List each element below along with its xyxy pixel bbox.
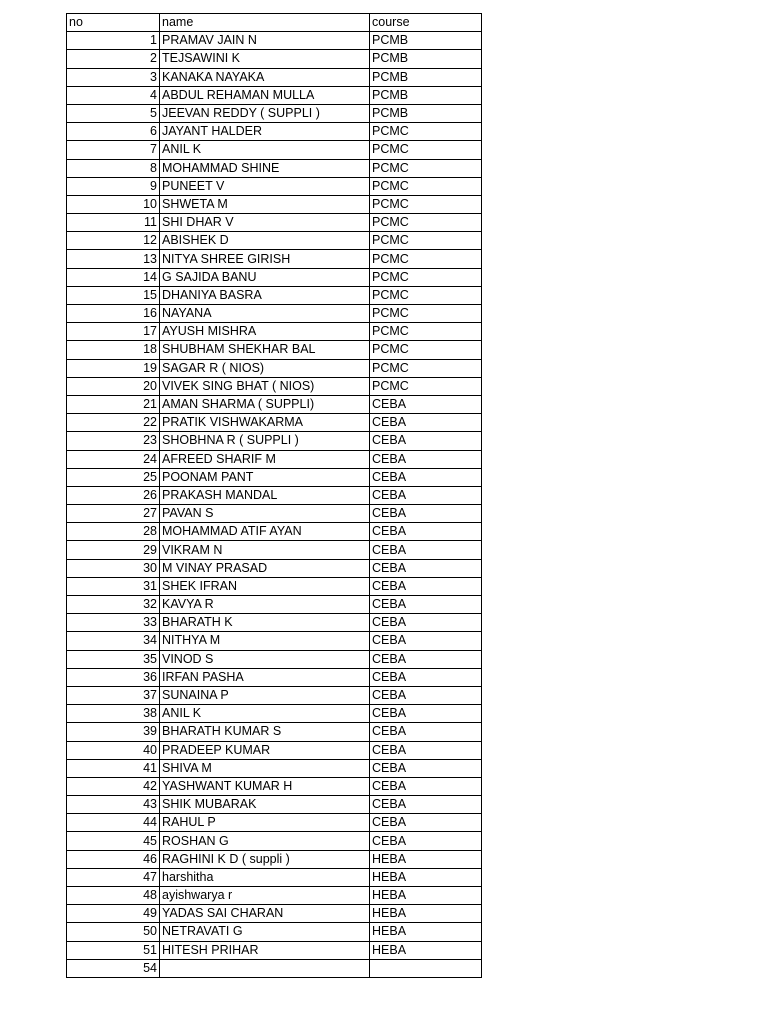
cell-no: 46: [67, 850, 160, 868]
cell-no: 3: [67, 68, 160, 86]
cell-course: CEBA: [370, 450, 482, 468]
cell-name: MOHAMMAD ATIF AYAN: [160, 523, 370, 541]
table-row: [67, 541, 482, 559]
cell-no: 50: [67, 923, 160, 941]
cell-course: PCMB: [370, 104, 482, 122]
cell-course: CEBA: [370, 596, 482, 614]
header-row: [67, 14, 482, 32]
cell-name: AMAN SHARMA ( SUPPLI): [160, 395, 370, 413]
student-table-body: [67, 14, 482, 978]
table-row: [67, 486, 482, 504]
cell-name: [160, 959, 370, 977]
table-row: [67, 395, 482, 413]
table-row: [67, 723, 482, 741]
cell-name: SUNAINA P: [160, 686, 370, 704]
table-row: [67, 450, 482, 468]
cell-name: PRADEEP KUMAR: [160, 741, 370, 759]
cell-course: PCMC: [370, 177, 482, 195]
table-row: [67, 468, 482, 486]
cell-course: PCMB: [370, 68, 482, 86]
table-row: [67, 850, 482, 868]
cell-course: CEBA: [370, 468, 482, 486]
cell-course: PCMC: [370, 341, 482, 359]
cell-course: PCMB: [370, 86, 482, 104]
cell-course: CEBA: [370, 414, 482, 432]
table-row: [67, 759, 482, 777]
cell-name: AFREED SHARIF M: [160, 450, 370, 468]
cell-name: JEEVAN REDDY ( SUPPLI ): [160, 104, 370, 122]
table-row: [67, 887, 482, 905]
cell-no: 42: [67, 777, 160, 795]
cell-name: BHARATH KUMAR S: [160, 723, 370, 741]
cell-course: PCMC: [370, 123, 482, 141]
table-row: [67, 814, 482, 832]
table-row: [67, 377, 482, 395]
cell-course: CEBA: [370, 523, 482, 541]
cell-no: 23: [67, 432, 160, 450]
cell-name: NAYANA: [160, 305, 370, 323]
cell-course: PCMC: [370, 359, 482, 377]
cell-name: VIKRAM N: [160, 541, 370, 559]
cell-course: HEBA: [370, 850, 482, 868]
cell-no: 14: [67, 268, 160, 286]
cell-course: CEBA: [370, 614, 482, 632]
cell-no: 26: [67, 486, 160, 504]
cell-no: 24: [67, 450, 160, 468]
cell-name: VIVEK SING BHAT ( NIOS): [160, 377, 370, 395]
table-row: [67, 232, 482, 250]
table-row: [67, 104, 482, 122]
cell-course: PCMC: [370, 195, 482, 213]
cell-course: PCMC: [370, 286, 482, 304]
cell-course: PCMC: [370, 305, 482, 323]
cell-name: NITYA SHREE GIRISH: [160, 250, 370, 268]
cell-course: CEBA: [370, 632, 482, 650]
table-row: [67, 941, 482, 959]
cell-no: 47: [67, 868, 160, 886]
cell-no: 39: [67, 723, 160, 741]
cell-course: CEBA: [370, 650, 482, 668]
table-row: [67, 123, 482, 141]
table-row: [67, 741, 482, 759]
cell-no: 15: [67, 286, 160, 304]
cell-name: SHUBHAM SHEKHAR BAL: [160, 341, 370, 359]
cell-no: 28: [67, 523, 160, 541]
cell-name: RAGHINI K D ( suppli ): [160, 850, 370, 868]
cell-name: YADAS SAI CHARAN: [160, 905, 370, 923]
cell-name: ROSHAN G: [160, 832, 370, 850]
cell-no: 1: [67, 32, 160, 50]
cell-no: 37: [67, 686, 160, 704]
table-row: [67, 323, 482, 341]
table-row: [67, 614, 482, 632]
table-row: [67, 177, 482, 195]
cell-course: HEBA: [370, 905, 482, 923]
cell-no: 43: [67, 796, 160, 814]
cell-no: 13: [67, 250, 160, 268]
cell-course: CEBA: [370, 705, 482, 723]
table-row: [67, 432, 482, 450]
table-row: [67, 686, 482, 704]
table-row: [67, 86, 482, 104]
cell-course: CEBA: [370, 759, 482, 777]
cell-name: NETRAVATI G: [160, 923, 370, 941]
cell-no: 49: [67, 905, 160, 923]
table-row: [67, 777, 482, 795]
cell-course: CEBA: [370, 486, 482, 504]
cell-course: PCMC: [370, 141, 482, 159]
cell-no: 44: [67, 814, 160, 832]
cell-name: SHI DHAR V: [160, 214, 370, 232]
table-row: [67, 523, 482, 541]
table-row: [67, 286, 482, 304]
table-row: [67, 832, 482, 850]
cell-course: HEBA: [370, 941, 482, 959]
cell-name: ABISHEK D: [160, 232, 370, 250]
cell-no: 9: [67, 177, 160, 195]
cell-no: 25: [67, 468, 160, 486]
cell-name: SHOBHNA R ( SUPPLI ): [160, 432, 370, 450]
table-row: [67, 195, 482, 213]
cell-name: RAHUL P: [160, 814, 370, 832]
cell-course: CEBA: [370, 505, 482, 523]
cell-no: 2: [67, 50, 160, 68]
cell-course: CEBA: [370, 668, 482, 686]
cell-no: 16: [67, 305, 160, 323]
cell-no: 30: [67, 559, 160, 577]
cell-course: PCMC: [370, 377, 482, 395]
table-row: [67, 305, 482, 323]
table-row: [67, 268, 482, 286]
cell-course: PCMB: [370, 50, 482, 68]
table-row: [67, 959, 482, 977]
cell-course: CEBA: [370, 395, 482, 413]
cell-no: 40: [67, 741, 160, 759]
table-row: [67, 796, 482, 814]
table-row: [67, 650, 482, 668]
cell-no: 35: [67, 650, 160, 668]
table-row: [67, 705, 482, 723]
cell-no: 38: [67, 705, 160, 723]
cell-no: 20: [67, 377, 160, 395]
cell-course: HEBA: [370, 887, 482, 905]
table-row: [67, 50, 482, 68]
table-row: [67, 905, 482, 923]
cell-name: AYUSH MISHRA: [160, 323, 370, 341]
cell-no: 19: [67, 359, 160, 377]
cell-no: 45: [67, 832, 160, 850]
cell-name: SHEK IFRAN: [160, 577, 370, 595]
cell-course: CEBA: [370, 541, 482, 559]
cell-name: MOHAMMAD SHINE: [160, 159, 370, 177]
cell-course: CEBA: [370, 723, 482, 741]
cell-name: SAGAR R ( NIOS): [160, 359, 370, 377]
cell-name: VINOD S: [160, 650, 370, 668]
cell-no: 36: [67, 668, 160, 686]
cell-name: ANIL K: [160, 141, 370, 159]
cell-no: 12: [67, 232, 160, 250]
cell-name: harshitha: [160, 868, 370, 886]
cell-course: HEBA: [370, 868, 482, 886]
table-row: [67, 559, 482, 577]
cell-name: YASHWANT KUMAR H: [160, 777, 370, 795]
cell-no: 33: [67, 614, 160, 632]
cell-no: 21: [67, 395, 160, 413]
table-row: [67, 159, 482, 177]
cell-name: PUNEET V: [160, 177, 370, 195]
table-row: [67, 341, 482, 359]
cell-name: TEJSAWINI K: [160, 50, 370, 68]
cell-name: PAVAN S: [160, 505, 370, 523]
cell-no: 5: [67, 104, 160, 122]
cell-no: 17: [67, 323, 160, 341]
cell-name: PRAKASH MANDAL: [160, 486, 370, 504]
table-row: [67, 214, 482, 232]
cell-no: 31: [67, 577, 160, 595]
cell-name: PRAMAV JAIN N: [160, 32, 370, 50]
cell-no: 11: [67, 214, 160, 232]
header-name: name: [160, 14, 370, 32]
cell-no: 10: [67, 195, 160, 213]
cell-name: POONAM PANT: [160, 468, 370, 486]
table-row: [67, 505, 482, 523]
cell-name: ayishwarya r: [160, 887, 370, 905]
table-row: [67, 141, 482, 159]
cell-no: 27: [67, 505, 160, 523]
cell-name: SHIVA M: [160, 759, 370, 777]
cell-name: IRFAN PASHA: [160, 668, 370, 686]
cell-course: CEBA: [370, 796, 482, 814]
cell-no: 48: [67, 887, 160, 905]
student-table: [66, 13, 482, 978]
table-row: [67, 668, 482, 686]
table-row: [67, 32, 482, 50]
cell-name: SHWETA M: [160, 195, 370, 213]
cell-course: [370, 959, 482, 977]
cell-course: CEBA: [370, 432, 482, 450]
cell-name: ABDUL REHAMAN MULLA: [160, 86, 370, 104]
header-no: no: [67, 14, 160, 32]
cell-course: PCMC: [370, 323, 482, 341]
cell-no: 18: [67, 341, 160, 359]
cell-name: DHANIYA BASRA: [160, 286, 370, 304]
cell-no: 6: [67, 123, 160, 141]
cell-course: CEBA: [370, 814, 482, 832]
cell-name: BHARATH K: [160, 614, 370, 632]
cell-course: PCMC: [370, 232, 482, 250]
cell-name: SHIK MUBARAK: [160, 796, 370, 814]
cell-course: PCMB: [370, 32, 482, 50]
cell-name: M VINAY PRASAD: [160, 559, 370, 577]
cell-no: 34: [67, 632, 160, 650]
table-row: [67, 868, 482, 886]
cell-no: 8: [67, 159, 160, 177]
table-row: [67, 359, 482, 377]
cell-name: NITHYA M: [160, 632, 370, 650]
cell-name: HITESH PRIHAR: [160, 941, 370, 959]
cell-no: 51: [67, 941, 160, 959]
cell-course: PCMC: [370, 159, 482, 177]
table-row: [67, 596, 482, 614]
cell-course: HEBA: [370, 923, 482, 941]
cell-name: KANAKA NAYAKA: [160, 68, 370, 86]
cell-course: CEBA: [370, 777, 482, 795]
cell-course: PCMC: [370, 214, 482, 232]
cell-course: CEBA: [370, 686, 482, 704]
cell-name: ANIL K: [160, 705, 370, 723]
cell-name: JAYANT HALDER: [160, 123, 370, 141]
table-row: [67, 577, 482, 595]
cell-course: CEBA: [370, 832, 482, 850]
cell-course: CEBA: [370, 741, 482, 759]
header-course: course: [370, 14, 482, 32]
table-row: [67, 414, 482, 432]
cell-no: 54: [67, 959, 160, 977]
cell-name: KAVYA R: [160, 596, 370, 614]
cell-no: 22: [67, 414, 160, 432]
cell-no: 32: [67, 596, 160, 614]
cell-name: PRATIK VISHWAKARMA: [160, 414, 370, 432]
cell-course: CEBA: [370, 559, 482, 577]
cell-no: 7: [67, 141, 160, 159]
table-row: [67, 68, 482, 86]
cell-course: PCMC: [370, 268, 482, 286]
cell-no: 29: [67, 541, 160, 559]
cell-no: 41: [67, 759, 160, 777]
cell-no: 4: [67, 86, 160, 104]
table-row: [67, 250, 482, 268]
table-row: [67, 923, 482, 941]
table-row: [67, 632, 482, 650]
cell-name: G SAJIDA BANU: [160, 268, 370, 286]
cell-course: CEBA: [370, 577, 482, 595]
cell-course: PCMC: [370, 250, 482, 268]
